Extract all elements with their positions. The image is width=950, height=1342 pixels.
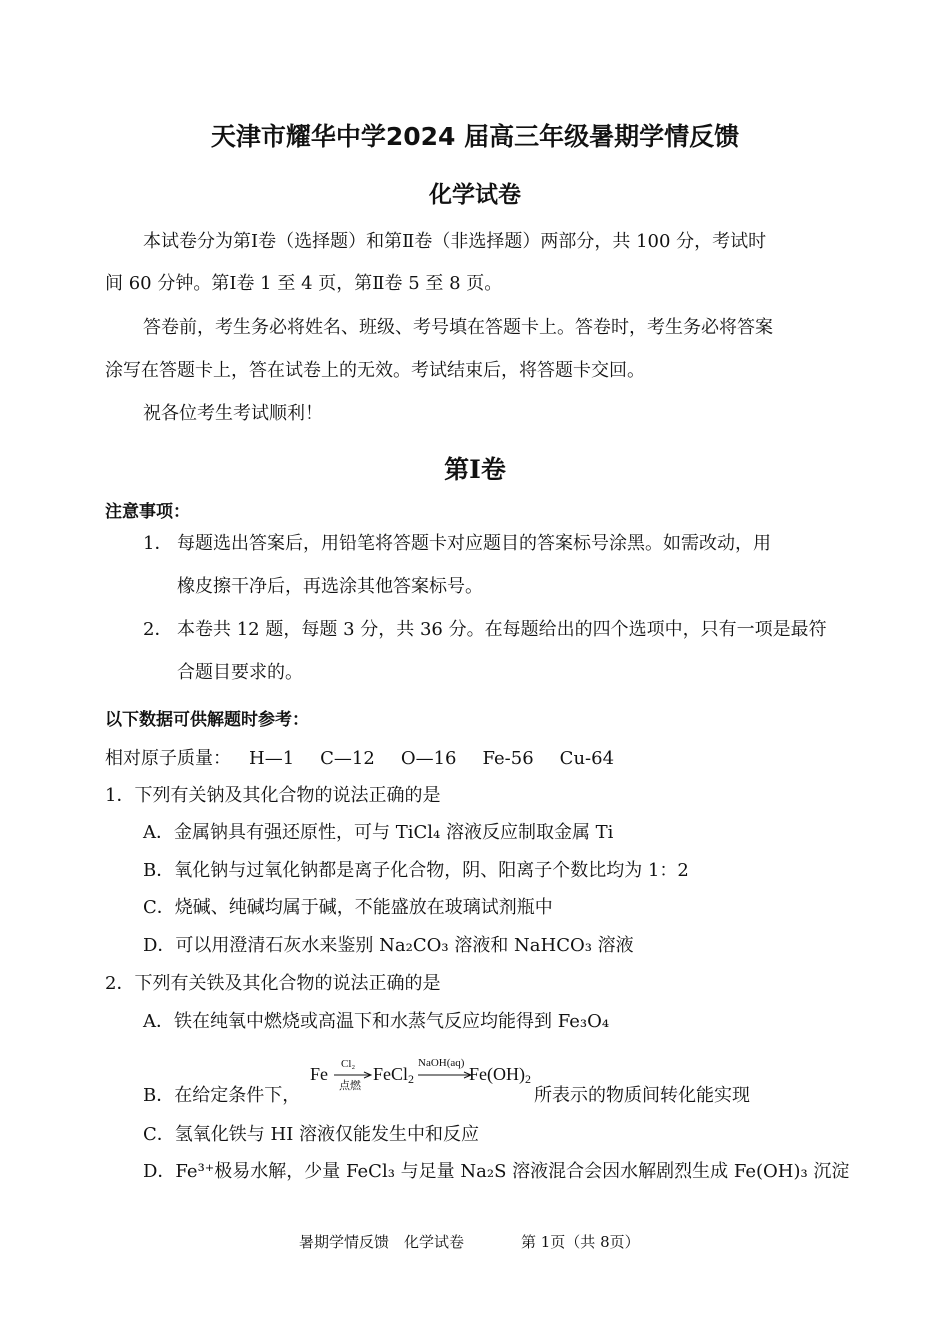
- question-1-option-b: B．氧化钠与过氧化钠都是离子化合物，阴、阳离子个数比均为 1：2: [143, 860, 689, 881]
- reaction-intermediate-fecl2: FeCl2: [373, 1064, 415, 1086]
- reaction-reactant-fe: Fe: [310, 1064, 328, 1084]
- question-1-option-a: A．金属钠具有强还原性，可与 TiCl₄ 溶液反应制取金属 Ti: [143, 822, 614, 843]
- question-2-option-b-prefix: B．在给定条件下，: [143, 1085, 301, 1106]
- intro-line-5: 祝各位考生考试顺利！: [143, 403, 323, 424]
- note-1-number: 1．: [143, 533, 173, 554]
- reaction-reagent-naoh: NaOH(aq): [418, 1057, 465, 1069]
- atom-c: C—12: [320, 748, 375, 769]
- notes-heading: 注意事项：: [105, 502, 190, 522]
- question-2-stem: 2．下列有关铁及其化合物的说法正确的是: [105, 973, 441, 994]
- intro-line-3: 答卷前，考生务必将姓名、班级、考号填在答题卡上。答卷时，考生务必将答案: [143, 317, 773, 338]
- volume-heading: 第Ⅰ卷: [444, 455, 506, 484]
- footer-page-number: 第 1页（共 8页）: [521, 1233, 640, 1251]
- atom-cu: Cu-64: [559, 748, 615, 769]
- question-2-option-c: C．氢氧化铁与 HI 溶液仅能发生中和反应: [143, 1124, 480, 1145]
- question-1-stem: 1．下列有关钠及其化合物的说法正确的是: [105, 785, 441, 806]
- question-2-option-a: A．铁在纯氧中燃烧或高温下和水蒸气反应均能得到 Fe₃O₄: [143, 1011, 610, 1032]
- reaction-reagent-cl2: Cl₂: [341, 1058, 356, 1070]
- reaction-product-feoh2: Fe(OH)2: [469, 1064, 531, 1086]
- intro-line-2: 间 60 分钟。第Ⅰ卷 1 至 4 页，第Ⅱ卷 5 至 8 页。: [105, 273, 503, 294]
- note-2-line-1: 本卷共 12 题，每题 3 分，共 36 分。在每题给出的四个选项中，只有一项是最符: [177, 619, 827, 640]
- question-1-option-d: D．可以用澄清石灰水来鉴别 Na₂CO₃ 溶液和 NaHCO₃ 溶液: [143, 935, 634, 956]
- note-2-line-2: 合题目要求的。: [177, 662, 303, 683]
- atom-h: H—1: [249, 748, 295, 769]
- intro-line-4: 涂写在答题卡上，答在试卷上的无效。考试结束后，将答题卡交回。: [105, 360, 645, 381]
- atomic-mass-label: 相对原子质量：: [105, 748, 231, 769]
- question-2-option-d: D．Fe³⁺极易水解，少量 FeCl₃ 与足量 Na₂S 溶液混合会因水解剧烈生成 Fe(OH)₃ 沉淀: [143, 1161, 850, 1182]
- note-2-number: 2．: [143, 619, 173, 640]
- reaction-condition-ignite: 点燃: [339, 1080, 361, 1092]
- exam-subject: 化学试卷: [429, 182, 521, 208]
- note-1-line-2: 橡皮擦干净后，再选涂其他答案标号。: [177, 576, 483, 597]
- atom-fe: Fe-56: [482, 748, 534, 769]
- atom-o: O—16: [400, 748, 457, 769]
- exam-title: 天津市耀华中学2024 届高三年级暑期学情反馈: [210, 122, 740, 151]
- reference-heading: 以下数据可供解题时参考：: [105, 710, 309, 730]
- question-2-option-b-suffix: 所表示的物质间转化能实现: [534, 1085, 750, 1106]
- footer-title: 暑期学情反馈 化学试卷: [299, 1233, 465, 1251]
- atomic-mass-row: [105, 746, 640, 772]
- reaction-scheme: [300, 1052, 540, 1096]
- question-1-option-c: C．烧碱、纯碱均属于碱，不能盛放在玻璃试剂瓶中: [143, 897, 553, 918]
- intro-line-1: 本试卷分为第Ⅰ卷（选择题）和第Ⅱ卷（非选择题）两部分，共 100 分，考试时: [143, 231, 767, 252]
- note-1-line-1: 每题选出答案后，用铅笔将答题卡对应题目的答案标号涂黑。如需改动，用: [177, 533, 771, 554]
